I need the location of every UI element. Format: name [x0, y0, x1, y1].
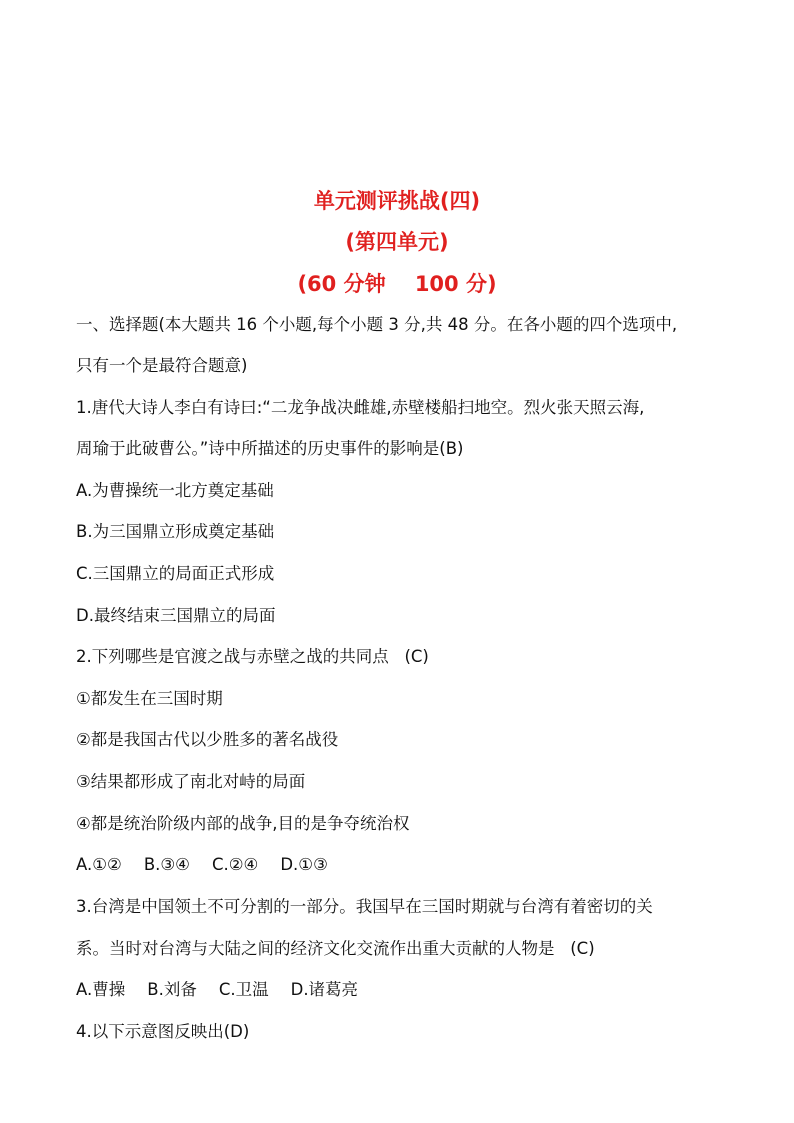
question-2-stem: 2.下列哪些是官渡之战与赤壁之战的共同点 (C)	[76, 647, 429, 666]
page-subtitle: (第四单元)	[345, 230, 449, 254]
question-3-option-d: D.诸葛亮	[290, 980, 359, 999]
question-3-option-a: A.曹操	[76, 980, 126, 999]
question-1-option-b: B.为三国鼎立形成奠定基础	[76, 522, 275, 541]
question-2-option-d: D.①③	[280, 855, 328, 874]
question-3-stem-line2: 系。当时对台湾与大陆之间的经济文化交流作出重大贡献的人物是 (C)	[76, 939, 595, 958]
section-instructions-line2: 只有一个是最符合题意)	[76, 356, 248, 375]
question-2-options	[76, 853, 736, 877]
question-2-item-2: ②都是我国古代以少胜多的著名战役	[76, 730, 339, 749]
question-3-option-c: C.卫温	[218, 980, 269, 999]
question-1-stem-line1: 1.唐代大诗人李白有诗曰:“二龙争战决雌雄,赤壁楼船扫地空。烈火张天照云海,	[76, 398, 645, 417]
question-1-option-c: C.三国鼎立的局面正式形成	[76, 564, 275, 583]
question-3-options	[76, 978, 736, 1002]
question-1-option-a: A.为曹操统一北方奠定基础	[76, 481, 274, 500]
question-2-item-4: ④都是统治阶级内部的战争,目的是争夺统治权	[76, 814, 410, 833]
question-2-option-c: C.②④	[211, 855, 259, 874]
question-4-stem: 4.以下示意图反映出(D)	[76, 1022, 250, 1041]
question-3-option-b: B.刘备	[147, 980, 197, 999]
page-title: 单元测评挑战(四)	[313, 189, 481, 213]
question-1-option-d: D.最终结束三国鼎立的局面	[76, 606, 276, 625]
section-instructions-line1: 一、选择题(本大题共 16 个小题,每个小题 3 分,共 48 分。在各小题的四个选项中,	[76, 315, 678, 334]
question-2-item-3: ③结果都形成了南北对峙的局面	[76, 772, 306, 791]
question-2-option-b: B.③④	[143, 855, 190, 874]
question-2-item-1: ①都发生在三国时期	[76, 689, 223, 708]
question-3-stem-line1: 3.台湾是中国领土不可分割的一部分。我国早在三国时期就与台湾有着密切的关	[76, 897, 653, 916]
time-score: (60 分钟 100 分)	[297, 272, 497, 296]
question-2-option-a: A.①②	[76, 855, 122, 874]
question-1-stem-line2: 周瑜于此破曹公。”诗中所描述的历史事件的影响是(B)	[76, 439, 464, 458]
